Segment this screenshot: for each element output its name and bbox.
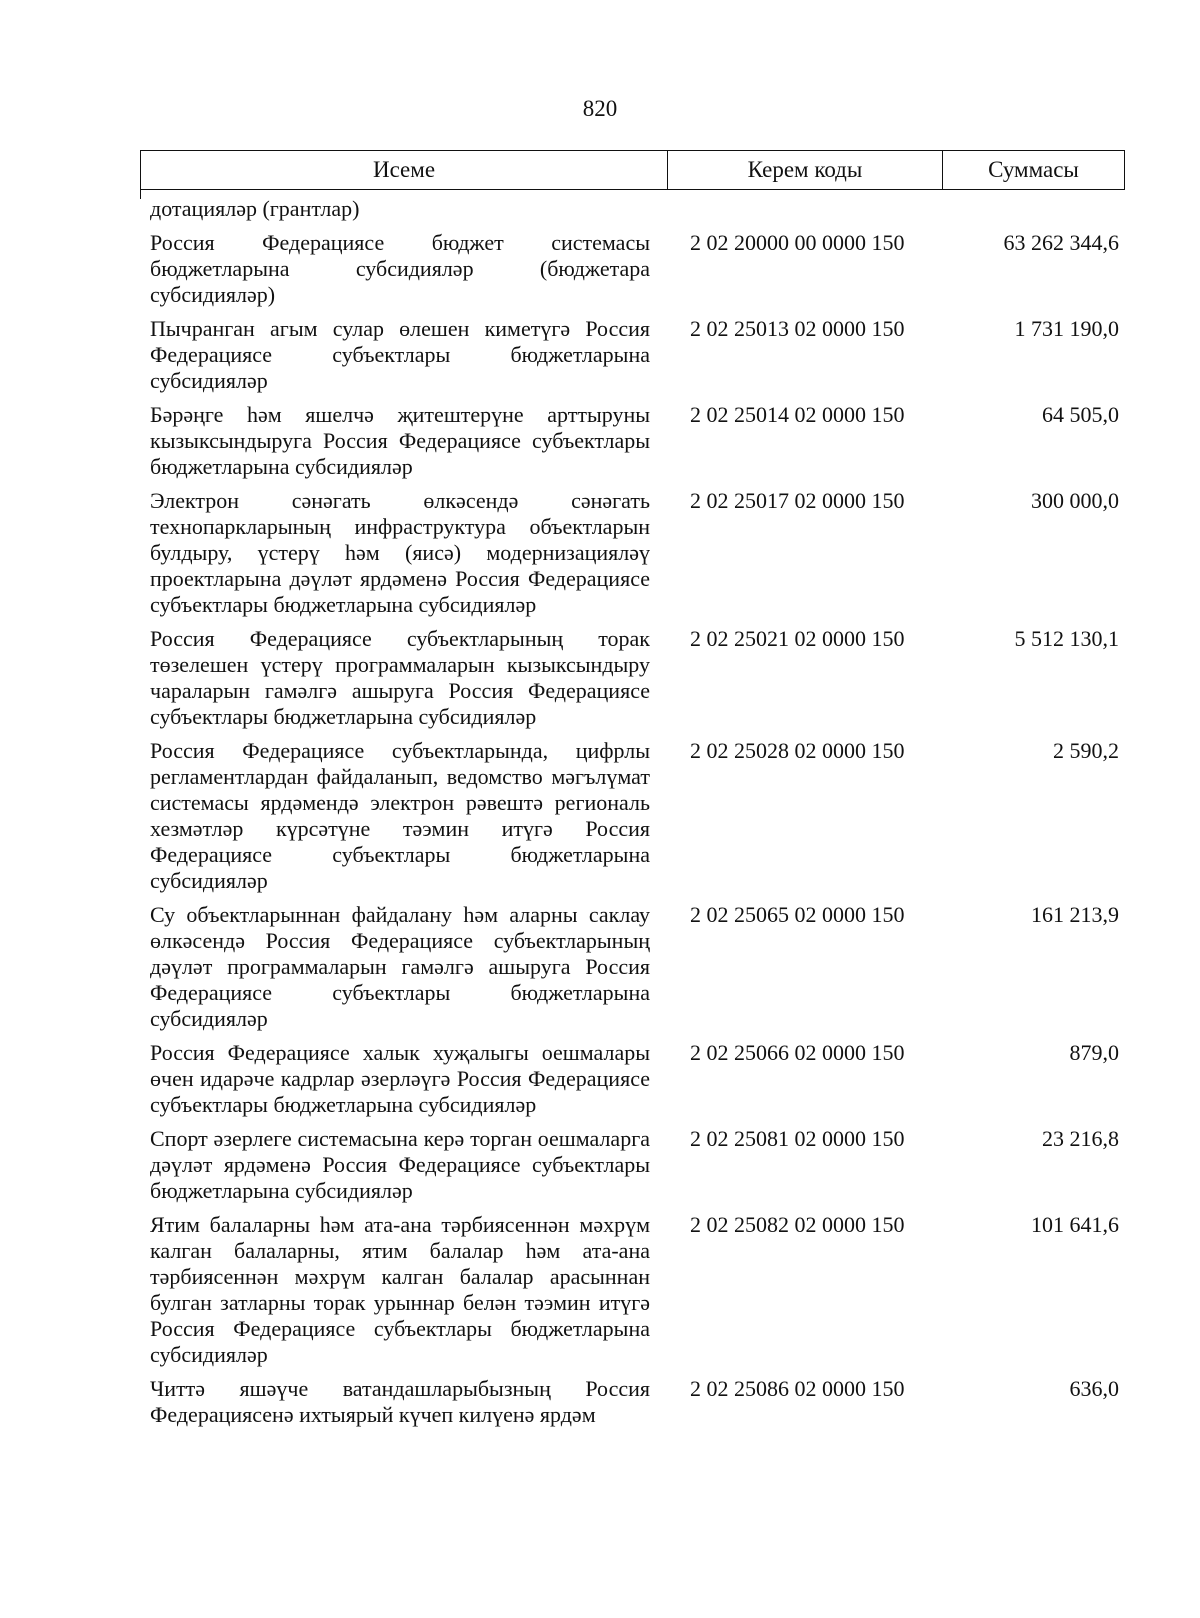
row-sum: 879,0	[1069, 1040, 1119, 1065]
table-row	[150, 1126, 1125, 1204]
table-row	[150, 402, 1125, 480]
row-code: 2 02 25082 02 0000 150	[690, 1212, 905, 1237]
row-name: Россия Федерациясе субъектларының торак төзелешен үстерү программаларын кызыксындыру чараларын гамәлгә ашыруга Россия Федерациясе субъектлары бюджетларына субсидияләр	[150, 626, 650, 729]
table-header	[140, 150, 1125, 190]
table-row	[150, 902, 1125, 1032]
row-code: 2 02 25066 02 0000 150	[690, 1040, 905, 1065]
row-name: Электрон сәнәгать өлкәсендә сәнәгать технопаркларының инфраструктура объектларын булдыру, үстерү һәм (яисә) модернизацияләү проектларына дәүләт ярдәменә Россия Федерациясе субъектлары бюджетларына субсидияләр	[150, 488, 650, 617]
row-code: 2 02 25017 02 0000 150	[690, 488, 905, 513]
row-name: Россия Федерациясе бюджет системасы бюджетларына субсидияләр (бюджетара субсидияләр)	[150, 230, 650, 307]
row-name: Читтә яшәүче ватандашларыбызның Россия Федерациясенә ихтыярый күчеп килүенә ярдәм	[150, 1376, 650, 1427]
row-name: Ятим балаларны һәм ата-ана тәрбиясеннән мәхрүм калган балаларны, ятим балалар һәм ата-ана тәрбиясеннән мәхрүм калган балалар арасыннан булган затларны торак урыннар белән тәэмин итүгә Россия Федерациясе субъектлары бюджетларына субсидияләр	[150, 1212, 650, 1367]
row-sum: 64 505,0	[1042, 402, 1119, 427]
table-row	[150, 196, 1125, 222]
row-sum: 63 262 344,6	[1003, 230, 1119, 255]
row-code: 2 02 25013 02 0000 150	[690, 316, 905, 341]
row-sum: 23 216,8	[1042, 1126, 1119, 1151]
table-row	[150, 488, 1125, 618]
row-code: 2 02 20000 00 0000 150	[690, 230, 905, 255]
row-code: 2 02 25081 02 0000 150	[690, 1126, 905, 1151]
row-sum: 300 000,0	[1031, 488, 1119, 513]
row-code: 2 02 25014 02 0000 150	[690, 402, 905, 427]
table-row	[150, 1040, 1125, 1118]
row-code: 2 02 25086 02 0000 150	[690, 1376, 905, 1401]
row-sum: 1 731 190,0	[1014, 316, 1119, 341]
table-row	[150, 738, 1125, 894]
row-name: Россия Федерациясе халык хуҗалыгы оешмалары өчен идарәче кадрлар әзерләүгә Россия Федерациясе субъектлары бюджетларына субсидияләр	[150, 1040, 650, 1117]
row-code: 2 02 25021 02 0000 150	[690, 626, 905, 651]
row-sum: 161 213,9	[1031, 902, 1119, 927]
row-sum: 2 590,2	[1053, 738, 1119, 763]
row-name: Бәрәңге һәм яшелчә җитештерүне арттыруны кызыксындыруга Россия Федерациясе субъектлары бюджетларына субсидияләр	[150, 402, 650, 479]
row-name: Су объектларыннан файдалану һәм аларны саклау өлкәсендә Россия Федерациясе субъектларының дәүләт программаларын гамәлгә ашыруга Россия Федерациясе субъектлары бюджетларына субсидияләр	[150, 902, 650, 1031]
row-code: 2 02 25065 02 0000 150	[690, 902, 905, 927]
page-number: 820	[582, 96, 618, 121]
row-name: Россия Федерациясе субъектларында, цифрлы регламентлардан файдаланып, ведомство мәгълүмат системасы ярдәмендә электрон рәвештә региональ хезмәтләр күрсәтүне тәэмин итүгә Россия Федерациясе субъектлары бюджетларына субсидияләр	[150, 738, 650, 893]
table-body	[150, 196, 1125, 1436]
row-code	[690, 196, 960, 222]
table-row	[150, 230, 1125, 308]
table-row	[150, 626, 1125, 730]
row-sum: 636,0	[1069, 1376, 1119, 1401]
column-header-code: Керем коды	[668, 151, 943, 189]
row-name: дотацияләр (грантлар)	[150, 196, 360, 221]
table-row	[150, 1212, 1125, 1368]
row-sum	[960, 196, 1125, 222]
row-name: Спорт әзерлеге системасына керә торган оешмаларга дәүләт ярдәменә Россия Федерациясе субъектлары бюджетларына субсидияләр	[150, 1126, 650, 1203]
table-row	[150, 316, 1125, 394]
table-row	[150, 1376, 1125, 1428]
row-sum: 101 641,6	[1031, 1212, 1119, 1237]
row-code: 2 02 25028 02 0000 150	[690, 738, 905, 763]
row-name: Пычранган агым сулар өлешен киметүгә Россия Федерациясе субъектлары бюджетларына субсидияләр	[150, 316, 650, 393]
column-header-sum: Суммасы	[988, 157, 1079, 182]
column-header-name: Исеме	[141, 151, 668, 189]
row-sum: 5 512 130,1	[1014, 626, 1119, 651]
